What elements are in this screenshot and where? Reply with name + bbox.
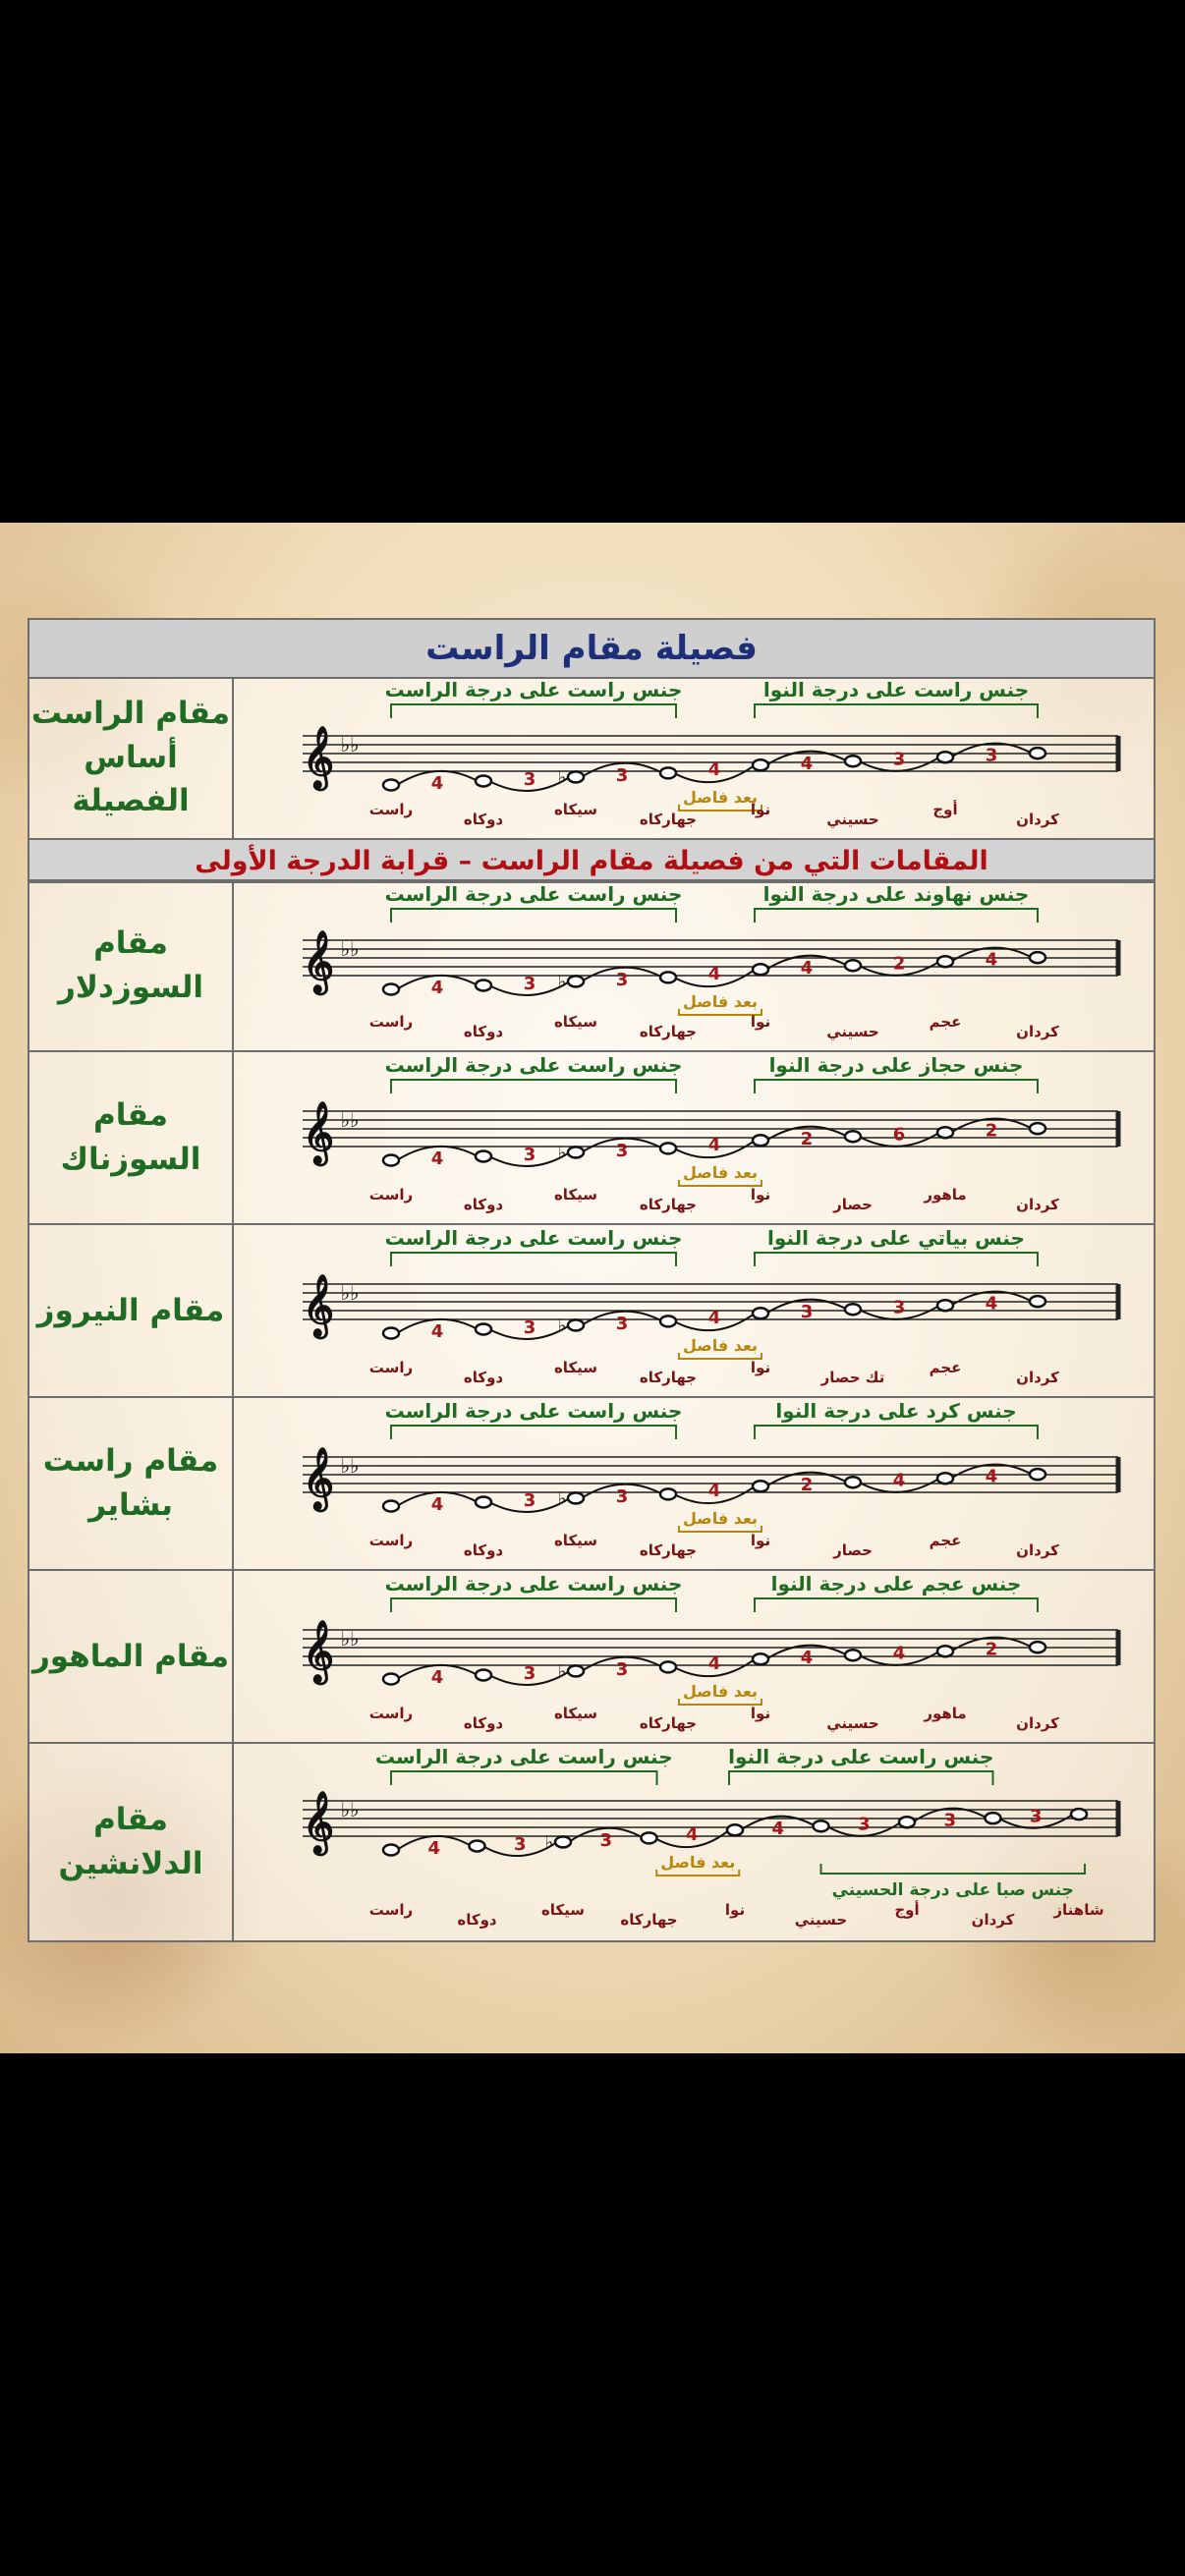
- interval-number: 3: [523, 768, 536, 790]
- note-name: دوكاه: [463, 1023, 504, 1040]
- maqam-row: [29, 879, 1154, 1050]
- maqam-name: مقام السوزناك: [60, 1097, 201, 1177]
- note-head: [937, 1300, 953, 1311]
- treble-clef-icon: 𝄞: [303, 930, 334, 992]
- note-head: [753, 1653, 768, 1664]
- maqam-name: مقام السوزدلار: [58, 925, 203, 1005]
- note-head: [845, 756, 861, 766]
- jins-left-label: جنس راست على درجة الراست: [384, 882, 683, 906]
- interval-number: 3: [800, 1301, 814, 1322]
- interval-number: 4: [707, 1480, 721, 1501]
- maqam-name-cell: [29, 1398, 234, 1569]
- interval-number: 3: [892, 1297, 906, 1318]
- staff-diagram: [234, 677, 1154, 838]
- note-name: سيكاه: [553, 801, 598, 818]
- interval-number: 3: [523, 1316, 536, 1338]
- note-head: [568, 976, 584, 986]
- gap-label: بعد فاصل: [682, 1336, 759, 1355]
- interval-number: 4: [707, 758, 721, 780]
- treble-clef-icon: 𝄞: [303, 1447, 334, 1509]
- note-head: [1030, 748, 1045, 758]
- interval-number: 3: [615, 1658, 629, 1680]
- key-signature-flats: ♭♭: [340, 733, 360, 756]
- interval-number: 3: [857, 1814, 871, 1835]
- jins-bracket: [391, 1253, 676, 1266]
- staff-diagram: [234, 1398, 1154, 1569]
- note-head: [753, 1135, 768, 1146]
- interval-number: 4: [430, 772, 444, 794]
- interval-number: 4: [707, 1307, 721, 1328]
- interval-number: 4: [430, 977, 444, 998]
- note-head: [845, 1650, 861, 1660]
- note-name: راست: [368, 1186, 414, 1204]
- note-head: [753, 759, 768, 770]
- jins-bracket: [755, 1080, 1038, 1093]
- interval-number: 2: [800, 1474, 814, 1495]
- interval-number: 4: [985, 1466, 998, 1487]
- jins-left-label: جنس راست على درجة الراست: [384, 1572, 683, 1596]
- gap-label: بعد فاصل: [682, 1163, 759, 1182]
- note-head: [727, 1824, 743, 1835]
- key-signature-flats: ♭♭: [340, 1108, 360, 1132]
- interval-number: 3: [615, 1313, 629, 1334]
- note-head: [383, 1501, 399, 1512]
- treble-clef-icon: 𝄞: [303, 726, 334, 788]
- jins-bracket: [391, 909, 676, 923]
- staff-cell: [234, 1744, 1154, 1940]
- jins-bracket: [391, 1080, 676, 1093]
- note-name: راست: [368, 1359, 414, 1376]
- note-name: كردان: [1016, 1196, 1059, 1213]
- note-name: نوا: [750, 1013, 771, 1031]
- note-head: [383, 1674, 399, 1685]
- note-head: [568, 771, 584, 782]
- subtitle-bar: [29, 838, 1154, 883]
- maqam-row: [29, 677, 1154, 838]
- page-title: فصيلة مقام الراست: [425, 629, 758, 668]
- interval-number: 2: [892, 953, 906, 975]
- interval-number: 3: [615, 969, 629, 990]
- note-name: سيكاه: [553, 1359, 598, 1376]
- note-head: [660, 767, 676, 778]
- jins-right-label: جنس راست على درجة النوا: [762, 678, 1030, 701]
- jins-right-label: جنس نهاوند على درجة النوا: [762, 882, 1030, 906]
- maqam-name: مقام النيروز: [36, 1292, 225, 1328]
- note-name: سيكاه: [553, 1186, 598, 1204]
- staff-cell: [234, 677, 1154, 838]
- interval-number: 3: [943, 1810, 957, 1831]
- jins-right-label: جنس عجم على درجة النوا: [770, 1572, 1022, 1596]
- note-head: [986, 1813, 1001, 1823]
- note-head: [937, 1473, 953, 1484]
- note-name: راست: [368, 1705, 414, 1722]
- jins-bracket: [391, 1771, 657, 1785]
- half-flat-icon: ♭: [544, 1831, 554, 1853]
- note-head: [476, 1150, 491, 1161]
- note-name: ماهور: [924, 1705, 967, 1722]
- note-head: [660, 1143, 676, 1153]
- jins-bracket: [821, 1864, 1086, 1874]
- note-name: كردان: [1016, 1023, 1059, 1040]
- jins-bracket: [729, 1771, 993, 1785]
- interval-number: 4: [430, 1320, 444, 1342]
- note-name: حسيني: [826, 811, 879, 828]
- maqam-row: [29, 1742, 1154, 1940]
- table-title-bar: [29, 620, 1154, 679]
- note-head: [753, 1308, 768, 1318]
- note-name: سيكاه: [553, 1705, 598, 1722]
- maqam-name-cell: [29, 1571, 234, 1742]
- interval-number: 4: [985, 1293, 998, 1315]
- note-head: [753, 964, 768, 975]
- note-name: جهاركاه: [639, 811, 698, 828]
- treble-clef-icon: 𝄞: [303, 1101, 334, 1163]
- staff-cell: [234, 1052, 1154, 1223]
- note-head: [1030, 1642, 1045, 1652]
- note-name: عجم: [929, 1532, 962, 1549]
- note-name: راست: [368, 1013, 414, 1031]
- staff-diagram: [234, 1225, 1154, 1396]
- half-flat-icon: ♭: [557, 1660, 567, 1682]
- note-name: كردان: [1016, 811, 1059, 828]
- note-head: [568, 1492, 584, 1503]
- note-head: [660, 1316, 676, 1326]
- interval-number: 4: [430, 1148, 444, 1169]
- interval-number: 3: [599, 1829, 613, 1851]
- staff-cell: [234, 881, 1154, 1050]
- staff-diagram: [234, 1052, 1154, 1223]
- interval-number: 4: [707, 1134, 721, 1155]
- note-head: [1030, 1123, 1045, 1134]
- interval-number: 6: [892, 1124, 906, 1146]
- half-flat-icon: ♭: [557, 971, 567, 992]
- note-name: راست: [368, 1901, 414, 1919]
- interval-number: 2: [985, 1639, 998, 1660]
- note-head: [937, 752, 953, 762]
- note-head: [937, 1646, 953, 1656]
- note-head: [476, 1669, 491, 1680]
- note-name: نوا: [750, 1186, 771, 1204]
- key-signature-flats: ♭♭: [340, 1281, 360, 1305]
- maqam-name-cell: [29, 1052, 234, 1223]
- note-head: [899, 1817, 915, 1827]
- note-head: [660, 1661, 676, 1672]
- interval-number: 4: [707, 1652, 721, 1674]
- key-signature-flats: ♭♭: [340, 1627, 360, 1651]
- staff-cell: [234, 1398, 1154, 1569]
- note-name: حصار: [833, 1541, 873, 1559]
- interval-number: 4: [800, 1647, 814, 1668]
- interval-number: 4: [430, 1666, 444, 1688]
- maqam-name: مقام الماهور: [31, 1638, 230, 1674]
- half-flat-icon: ♭: [557, 1142, 567, 1163]
- note-name: نوا: [750, 801, 771, 818]
- note-name: جهاركاه: [620, 1911, 678, 1929]
- interval-number: 4: [892, 1643, 906, 1664]
- note-name: دوكاه: [463, 1541, 504, 1559]
- maqam-row: [29, 1050, 1154, 1223]
- note-name: دوكاه: [463, 1369, 504, 1386]
- interval-number: 3: [513, 1833, 527, 1855]
- note-name: دوكاه: [457, 1911, 497, 1929]
- key-signature-flats: ♭♭: [340, 937, 360, 961]
- note-name: دوكاه: [463, 811, 504, 828]
- maqam-row: [29, 1569, 1154, 1742]
- maqam-name: مقام الدلانشين: [58, 1802, 203, 1881]
- note-head: [937, 956, 953, 967]
- jins-left-label: جنس راست على درجة الراست: [384, 1226, 683, 1250]
- jins-bracket: [391, 1426, 676, 1439]
- interval-number: 4: [800, 753, 814, 774]
- maqam-name-cell: [29, 1744, 234, 1940]
- half-flat-icon: ♭: [557, 1487, 567, 1509]
- note-head: [383, 1155, 399, 1166]
- note-head: [476, 1496, 491, 1507]
- note-name: عجم: [929, 1013, 962, 1031]
- treble-clef-icon: 𝄞: [303, 1274, 334, 1336]
- gap-label: بعد فاصل: [682, 1509, 759, 1528]
- jins-bottom-label: جنس صبا على درجة الحسيني: [831, 1880, 1074, 1900]
- note-head: [1030, 952, 1045, 963]
- staff-cell: [234, 1571, 1154, 1742]
- interval-number: 3: [615, 1485, 629, 1507]
- half-flat-icon: ♭: [557, 766, 567, 788]
- note-name: دوكاه: [463, 1196, 504, 1213]
- note-head: [476, 1323, 491, 1334]
- interval-number: 3: [523, 1489, 536, 1511]
- note-head: [476, 980, 491, 990]
- interval-number: 3: [892, 749, 906, 770]
- note-name: جهاركاه: [639, 1196, 698, 1213]
- note-name: راست: [368, 1532, 414, 1549]
- key-signature-flats: ♭♭: [340, 1798, 360, 1821]
- interval-number: 4: [771, 1818, 785, 1839]
- note-name: عجم: [929, 1359, 962, 1376]
- jins-right-label: جنس بياتي على درجة النوا: [767, 1226, 1025, 1250]
- jins-right-label: جنس راست على درجة النوا: [728, 1745, 994, 1768]
- maqam-name-cell: [29, 881, 234, 1050]
- note-name: راست: [368, 801, 414, 818]
- jins-right-label: جنس كرد على درجة النوا: [775, 1399, 1017, 1423]
- jins-bracket: [755, 1426, 1038, 1439]
- jins-left-label: جنس راست على درجة الراست: [384, 1399, 683, 1423]
- note-head: [753, 1481, 768, 1491]
- half-flat-icon: ♭: [557, 1315, 567, 1336]
- interval-number: 4: [985, 949, 998, 971]
- note-name: سيكاه: [553, 1013, 598, 1031]
- note-head: [845, 1477, 861, 1487]
- section-subtitle: المقامات التي من فصيلة مقام الراست – قرابة الدرجة الأولى: [195, 845, 988, 876]
- maqam-row: [29, 1223, 1154, 1396]
- note-head: [660, 1488, 676, 1499]
- jins-right-label: جنس حجاز على درجة النوا: [768, 1053, 1024, 1077]
- maqam-name-cell: [29, 1225, 234, 1396]
- gap-label: بعد فاصل: [682, 788, 759, 807]
- note-head: [383, 780, 399, 791]
- jins-bracket: [755, 1598, 1038, 1612]
- gap-label: بعد فاصل: [660, 1853, 736, 1872]
- note-name: كردان: [971, 1911, 1015, 1929]
- note-head: [845, 1131, 861, 1142]
- note-name: كردان: [1016, 1541, 1059, 1559]
- interval-number: 3: [523, 1662, 536, 1684]
- note-head: [383, 1845, 399, 1856]
- maqam-row: [29, 1396, 1154, 1569]
- note-head: [1030, 1469, 1045, 1480]
- jins-bracket: [755, 909, 1038, 923]
- treble-clef-icon: 𝄞: [303, 1791, 334, 1853]
- note-head: [814, 1820, 829, 1831]
- key-signature-flats: ♭♭: [340, 1454, 360, 1478]
- interval-number: 3: [615, 1140, 629, 1161]
- note-name: جهاركاه: [639, 1023, 698, 1040]
- note-head: [845, 1304, 861, 1315]
- note-head: [568, 1665, 584, 1676]
- note-head: [568, 1319, 584, 1330]
- note-name: نوا: [750, 1359, 771, 1376]
- staff-diagram: [234, 1744, 1154, 1940]
- gap-label: بعد فاصل: [682, 992, 759, 1011]
- note-head: [642, 1832, 657, 1843]
- note-head: [1030, 1296, 1045, 1307]
- interval-number: 4: [427, 1837, 441, 1859]
- note-name: ماهور: [924, 1186, 967, 1204]
- jins-bracket: [755, 704, 1038, 718]
- jins-bracket: [391, 1598, 676, 1612]
- interval-number: 2: [800, 1128, 814, 1149]
- interval-number: 4: [707, 963, 721, 984]
- interval-number: 3: [523, 1144, 536, 1165]
- note-name: جهاركاه: [639, 1541, 698, 1559]
- interval-number: 4: [430, 1493, 444, 1515]
- note-head: [568, 1147, 584, 1157]
- jins-left-label: جنس راست على درجة الراست: [374, 1745, 673, 1768]
- note-head: [937, 1127, 953, 1138]
- staff-diagram: [234, 1571, 1154, 1742]
- interval-number: 2: [985, 1120, 998, 1142]
- interval-number: 3: [615, 764, 629, 786]
- note-name: كردان: [1016, 1714, 1059, 1732]
- note-name: حصار: [833, 1196, 873, 1213]
- maqam-table: [28, 618, 1156, 1942]
- note-head: [660, 972, 676, 982]
- staff-diagram: [234, 881, 1154, 1050]
- note-head: [470, 1840, 485, 1851]
- note-name: أوج: [932, 801, 958, 818]
- jins-left-label: جنس راست على درجة الراست: [384, 1053, 683, 1077]
- note-name: كردان: [1016, 1369, 1059, 1386]
- note-head: [476, 775, 491, 786]
- jins-bracket: [391, 704, 676, 718]
- note-name: نوا: [750, 1705, 771, 1722]
- staff-cell: [234, 1225, 1154, 1396]
- note-name: حسيني: [826, 1023, 879, 1040]
- note-name: حسيني: [794, 1911, 848, 1929]
- note-head: [845, 960, 861, 971]
- note-head: [383, 1328, 399, 1339]
- note-name: جهاركاه: [639, 1714, 698, 1732]
- interval-number: 3: [985, 745, 998, 766]
- jins-bracket: [755, 1253, 1038, 1266]
- note-name: نوا: [724, 1901, 746, 1919]
- interval-number: 3: [523, 973, 536, 994]
- note-name: حسيني: [826, 1714, 879, 1732]
- note-name: سيكاه: [553, 1532, 598, 1549]
- note-name: جهاركاه: [639, 1369, 698, 1386]
- interval-number: 4: [685, 1823, 699, 1845]
- note-head: [555, 1836, 571, 1847]
- maqam-name: مقام راست بشاير: [42, 1443, 219, 1523]
- note-name: دوكاه: [463, 1714, 504, 1732]
- maqam-name: مقام الراست أساس الفصيلة: [30, 695, 231, 819]
- interval-number: 4: [892, 1470, 906, 1491]
- interval-number: 3: [1029, 1806, 1043, 1827]
- interval-number: 4: [800, 957, 814, 979]
- note-name: شاهناز: [1053, 1901, 1104, 1919]
- note-name: سيكاه: [540, 1901, 586, 1919]
- maqam-name-cell: [29, 677, 234, 838]
- note-name: أوج: [894, 1901, 920, 1919]
- treble-clef-icon: 𝄞: [303, 1620, 334, 1682]
- note-head: [1071, 1809, 1087, 1820]
- jins-left-label: جنس راست على درجة الراست: [384, 678, 683, 701]
- gap-label: بعد فاصل: [682, 1682, 759, 1701]
- note-name: تك حصار: [820, 1369, 885, 1386]
- note-name: نوا: [750, 1532, 771, 1549]
- note-head: [383, 984, 399, 995]
